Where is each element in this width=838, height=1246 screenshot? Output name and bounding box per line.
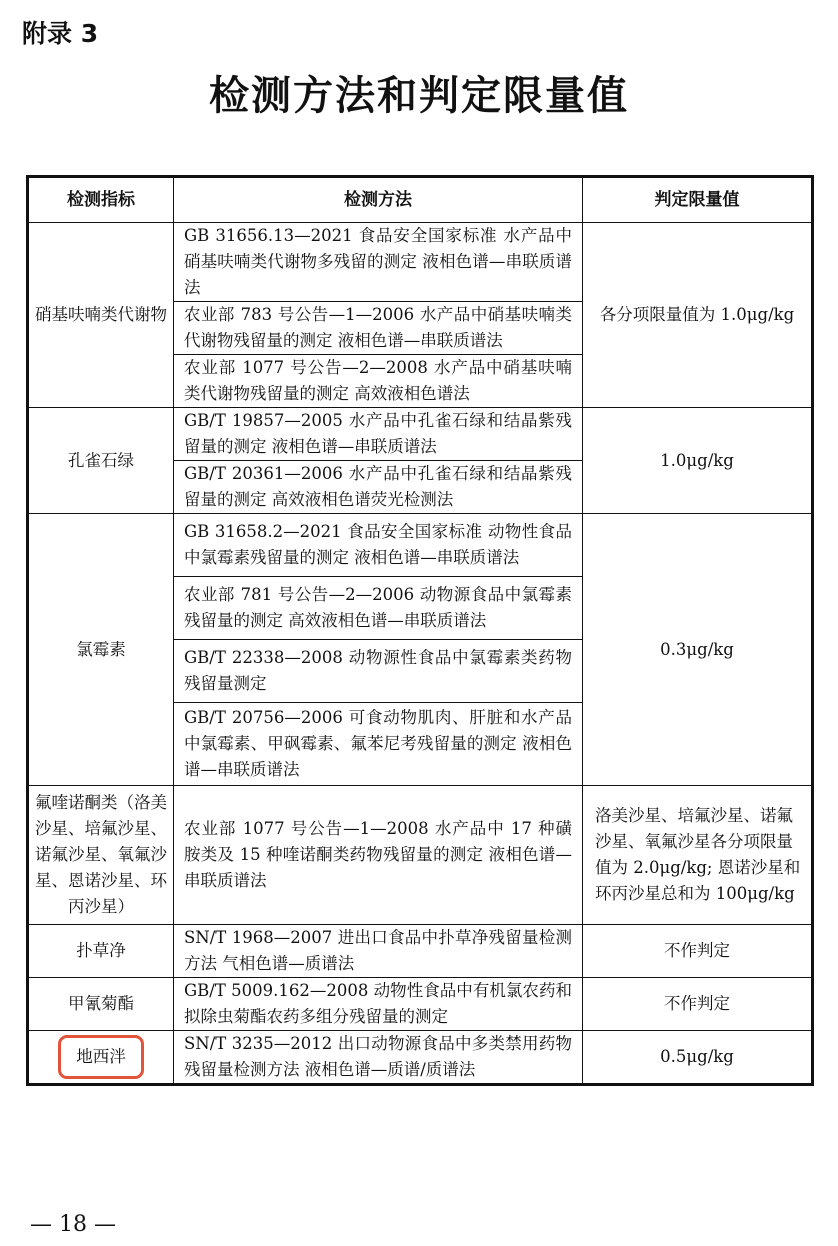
table-row (28, 514, 813, 577)
table-row (28, 1031, 813, 1085)
appendix-label: 附录 3 (22, 19, 99, 48)
method-cell: SN/T 3235—2012 出口动物源食品中多类禁用药物残留量检测方法 液相色谱—质谱/质谱法 (174, 1031, 583, 1085)
limit-cell: 0.5μg/kg (583, 1031, 813, 1085)
indicator-cell: 甲氰菊酯 (28, 978, 174, 1031)
highlight-box: 地西泮 (58, 1035, 144, 1079)
col-header-method: 检测方法 (174, 177, 583, 223)
col-header-limit: 判定限量值 (583, 177, 813, 223)
col-header-indicator: 检测指标 (28, 177, 174, 223)
detection-table (26, 175, 814, 1086)
page-title: 检测方法和判定限量值 (209, 73, 629, 119)
method-cell: GB 31658.2—2021 食品安全国家标准 动物性食品中氯霉素残留量的测定 液相色谱—串联质谱法 (174, 514, 583, 577)
method-cell: GB/T 22338—2008 动物源性食品中氯霉素类药物残留量测定 (174, 640, 583, 703)
method-cell: 农业部 1077 号公告—2—2008 水产品中硝基呋喃类代谢物残留量的测定 高效液相色谱法 (174, 355, 583, 408)
page-number: — 18 — (30, 1212, 116, 1237)
limit-cell: 0.3μg/kg (583, 514, 813, 786)
table-row (28, 925, 813, 978)
method-cell: 农业部 1077 号公告—1—2008 水产品中 17 种磺胺类及 15 种喹诺酮类药物残留量的测定 液相色谱—串联质谱法 (174, 786, 583, 925)
table-row (28, 978, 813, 1031)
method-cell: GB/T 5009.162—2008 动物性食品中有机氯农药和拟除虫菊酯农药多组分残留量的测定 (174, 978, 583, 1031)
method-cell: GB/T 20361—2006 水产品中孔雀石绿和结晶紫残留量的测定 高效液相色谱荧光检测法 (174, 461, 583, 514)
limit-cell: 1.0μg/kg (583, 408, 813, 514)
method-cell: GB 31656.13—2021 食品安全国家标准 水产品中硝基呋喃类代谢物多残留的测定 液相色谱—串联质谱法 (174, 223, 583, 302)
limit-cell: 不作判定 (583, 925, 813, 978)
method-cell: GB/T 19857—2005 水产品中孔雀石绿和结晶紫残留量的测定 液相色谱—串联质谱法 (174, 408, 583, 461)
table-header-row (28, 177, 813, 223)
limit-cell: 洛美沙星、培氟沙星、诺氟沙星、氧氟沙星各分项限量值为 2.0μg/kg; 恩诺沙星和环丙沙星总和为 100μg/kg (583, 786, 813, 925)
indicator-cell: 氟喹诺酮类（洛美沙星、培氟沙星、诺氟沙星、氧氟沙星、恩诺沙星、环丙沙星） (28, 786, 174, 925)
table-row (28, 408, 813, 461)
limit-cell: 不作判定 (583, 978, 813, 1031)
indicator-cell: 孔雀石绿 (28, 408, 174, 514)
indicator-cell: 氯霉素 (28, 514, 174, 786)
table-row (28, 786, 813, 925)
method-cell: 农业部 783 号公告—1—2006 水产品中硝基呋喃类代谢物残留量的测定 液相色谱—串联质谱法 (174, 302, 583, 355)
indicator-cell: 扑草净 (28, 925, 174, 978)
indicator-cell-highlighted (28, 1031, 174, 1085)
method-cell: GB/T 20756—2006 可食动物肌肉、肝脏和水产品中氯霉素、甲砜霉素、氟苯尼考残留量的测定 液相色谱—串联质谱法 (174, 703, 583, 786)
indicator-cell: 硝基呋喃类代谢物 (28, 223, 174, 408)
table-row (28, 223, 813, 302)
limit-cell: 各分项限量值为 1.0μg/kg (583, 223, 813, 408)
method-cell: 农业部 781 号公告—2—2006 动物源食品中氯霉素残留量的测定 高效液相色谱—串联质谱法 (174, 577, 583, 640)
method-cell: SN/T 1968—2007 进出口食品中扑草净残留量检测方法 气相色谱—质谱法 (174, 925, 583, 978)
